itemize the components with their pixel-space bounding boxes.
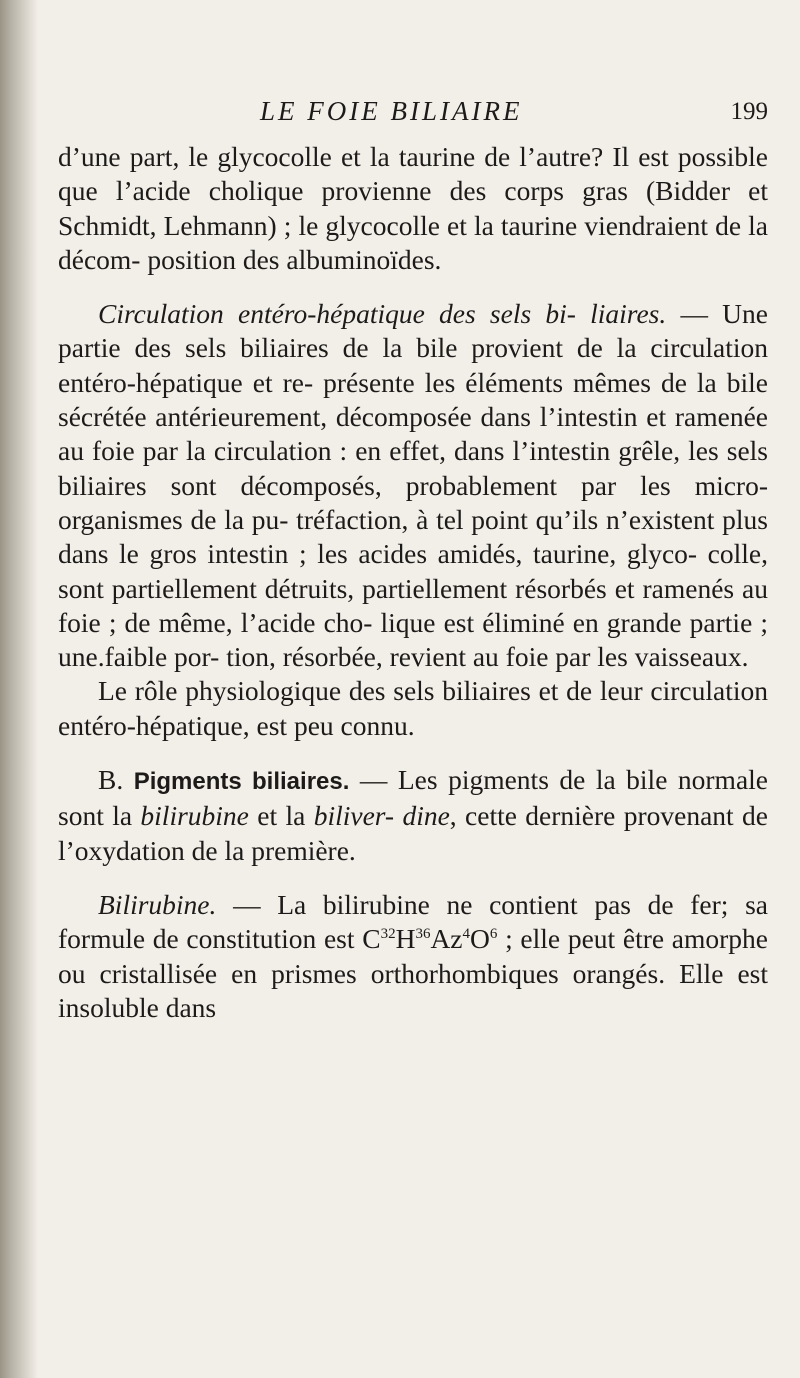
pigments-text-1: — Les pigments de la bile normale sont la <box>58 764 768 832</box>
paragraph-circulation-text: — Une partie des sels biliaires de la bile provient de la circulation entéro-hépatique et re- présente les éléments mêmes de la bile sécrétée antérieurement, décomposée dans l’intestin et ramenée au foie par la circulation : en effet, dans l’intestin grêle, les sels biliaires sont décomposés, probablement par les micro-organismes de la pu- tréfaction, à tel point qu’ils n’existent plus dans le gros intestin ; les acides amidés, taurine, glyco- colle, sont partiellement détruits, partiellement résorbés et ramenés au foie ; de même, l’acide cho- lique est éliminé en grande partie ; une.faible por- tion, résorbée, revient au foie par les vaisseaux. <box>58 298 768 673</box>
pigments-text-3: , cette dernière provenant de l’oxydation de la première. <box>58 800 768 866</box>
body-text <box>58 140 768 1025</box>
book-page <box>58 0 768 1378</box>
paragraph-enterohepatic-circulation <box>58 297 768 674</box>
paragraph-origin-acids: d’une part, le glycocolle et la taurine de l’autre? Il est possible que l’acide cholique provienne des corps gras (Bidder et Schmidt, Lehmann) ; le glycocolle et la taurine viendraient de la décom- position des albuminoïdes. <box>58 141 768 275</box>
paragraph-bilirubine <box>58 888 768 1025</box>
term-biliverdine: biliver- dine <box>313 800 450 832</box>
formula-element-az: Az <box>430 923 463 955</box>
bilirubine-text-1: — La bilirubine ne contient pas de fer; sa formule de constitution est <box>58 888 768 955</box>
section-heading-bilirubine: Bilirubine. <box>98 888 217 920</box>
formula-index-az: 4 <box>462 926 471 943</box>
running-header <box>58 96 768 130</box>
section-heading-pigments: Pigments biliaires. <box>133 768 350 796</box>
paragraph-bile-pigments <box>58 763 768 868</box>
term-bilirubine: bilirubine <box>140 800 249 832</box>
section-label-b: B. <box>98 764 124 796</box>
formula-element-c: C <box>362 923 381 955</box>
pigments-text-2: et la <box>248 800 314 832</box>
formula-element-h: H <box>395 923 416 955</box>
formula-index-c: 32 <box>380 926 396 943</box>
formula-index-o: 6 <box>489 926 498 943</box>
formula-element-o: O <box>470 923 490 955</box>
book-spine-shadow <box>0 0 38 1378</box>
bilirubine-text-2: ; elle peut être amorphe ou cristallisée en prismes orthorhombiques orangés. Elle est insoluble dans <box>58 923 768 1023</box>
page-number: 199 <box>730 98 768 125</box>
formula-index-h: 36 <box>415 926 431 943</box>
paragraph-physiological-role: Le rôle physiologique des sels biliaires et de leur circulation entéro-hépatique, est peu connu. <box>58 675 768 741</box>
chemical-formula <box>362 923 497 954</box>
running-title: LE FOIE BILIAIRE <box>260 96 523 126</box>
section-heading-circulation: Circulation entéro-hépatique des sels bi- liaires. <box>98 298 667 330</box>
